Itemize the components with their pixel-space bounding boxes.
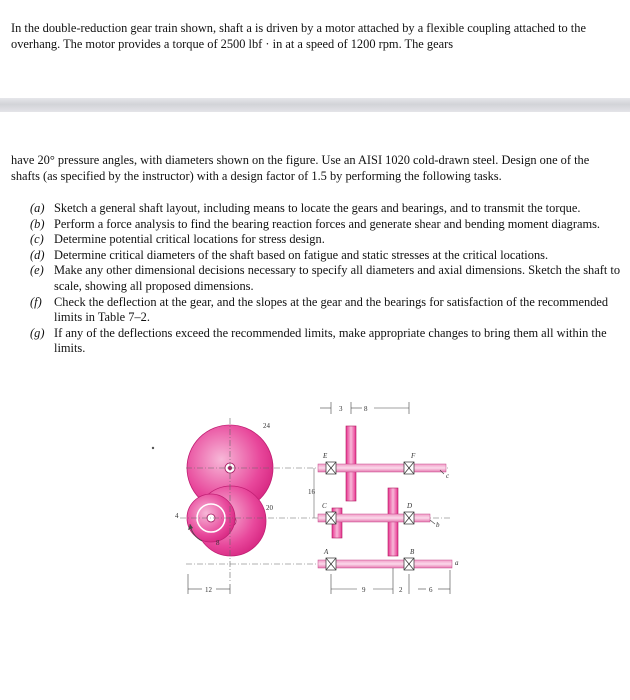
task-text: Check the deflection at the gear, and the slopes at the gear and the bearings for satisfaction of the recommended limits in Table 7–2. bbox=[54, 294, 609, 325]
task-text: Determine potential critical locations for stress design. bbox=[54, 232, 325, 247]
dimension-label: 12 bbox=[205, 586, 212, 594]
gear-side-view-24 bbox=[346, 426, 356, 501]
bearing-C bbox=[326, 512, 336, 524]
task-list bbox=[11, 201, 621, 357]
task-text: Make any other dimensional decisions necessary to specify all diameters and axial dimensions. Sketch the shaft to scale, showing all proposed dimensions. bbox=[54, 263, 621, 293]
gear-train-figure bbox=[150, 398, 470, 608]
shaft-label: c bbox=[446, 472, 450, 480]
task-mark: (f) bbox=[30, 294, 42, 309]
dimension-label: 8 bbox=[364, 405, 368, 413]
shaft-label: a bbox=[455, 559, 459, 567]
dimension-label: 2 bbox=[399, 586, 403, 594]
task-mark: (d) bbox=[30, 247, 45, 262]
task-mark: (g) bbox=[30, 325, 45, 340]
task-mark: (e) bbox=[30, 263, 44, 278]
bearing-label: C bbox=[322, 502, 327, 510]
problem-continuation: have 20° pressure angles, with diameters shown on the figure. Use an AISI 1020 cold-drawn steel. Design one of the shafts (as specified by the instructor) with a design factor of 1.5 by performing the following tasks. bbox=[11, 153, 590, 183]
problem-intro: In the double-reduction gear train shown, shaft a is driven by a motor attached by a flexible coupling attached to the overhang. The motor provides a torque of 2500 lbf · in at a speed of 1200 rpm. The gears bbox=[11, 21, 586, 51]
task-item bbox=[11, 232, 621, 248]
task-mark: (c) bbox=[30, 232, 44, 247]
bearing-label: B bbox=[410, 548, 415, 556]
bearing-label: F bbox=[411, 452, 416, 460]
shaft-label: b bbox=[436, 521, 440, 529]
shaft-c bbox=[318, 464, 446, 472]
bearing-E bbox=[326, 462, 336, 474]
gear-diameter-label: 20 bbox=[266, 504, 273, 512]
bearing-A bbox=[326, 558, 336, 570]
task-item bbox=[11, 326, 621, 357]
bearing-label: A bbox=[324, 548, 329, 556]
page-separator bbox=[0, 98, 630, 112]
task-mark: (b) bbox=[30, 216, 45, 231]
bearing-F bbox=[404, 462, 414, 474]
task-item bbox=[11, 217, 621, 233]
task-mark: (a) bbox=[30, 201, 45, 215]
bearing-label: E bbox=[323, 452, 328, 460]
task-text: Perform a force analysis to find the bearing reaction forces and generate shear and bending moment diagrams. bbox=[54, 216, 601, 231]
dimension-label: 9 bbox=[362, 586, 366, 594]
stray-dot bbox=[152, 447, 154, 449]
dimension-label: 6 bbox=[429, 586, 433, 594]
shaft-a bbox=[318, 560, 452, 568]
task-item bbox=[11, 263, 621, 294]
gear-diameter-label: 24 bbox=[263, 422, 270, 430]
task-text: If any of the deflections exceed the recommended limits, make appropriate changes to bring them all within the limits. bbox=[54, 325, 607, 356]
gear-diameter-label: 16 bbox=[308, 488, 315, 496]
bearing-D bbox=[404, 512, 414, 524]
bearing-label: D bbox=[407, 502, 413, 510]
task-item bbox=[11, 201, 621, 217]
task-item bbox=[11, 295, 621, 326]
gear-diameter-label: 8 bbox=[216, 539, 220, 547]
dimension-label: 3 bbox=[339, 405, 343, 413]
task-text: Determine critical diameters of the shaft based on fatigue and static stresses at the critical locations. bbox=[54, 247, 549, 262]
task-text: Sketch a general shaft layout, including means to locate the gears and bearings, and to transmit the torque. bbox=[54, 201, 581, 215]
shaft-leader bbox=[430, 520, 435, 524]
bearing-B bbox=[404, 558, 414, 570]
task-item bbox=[11, 248, 621, 264]
gear-diameter-label: 4 bbox=[175, 512, 179, 520]
